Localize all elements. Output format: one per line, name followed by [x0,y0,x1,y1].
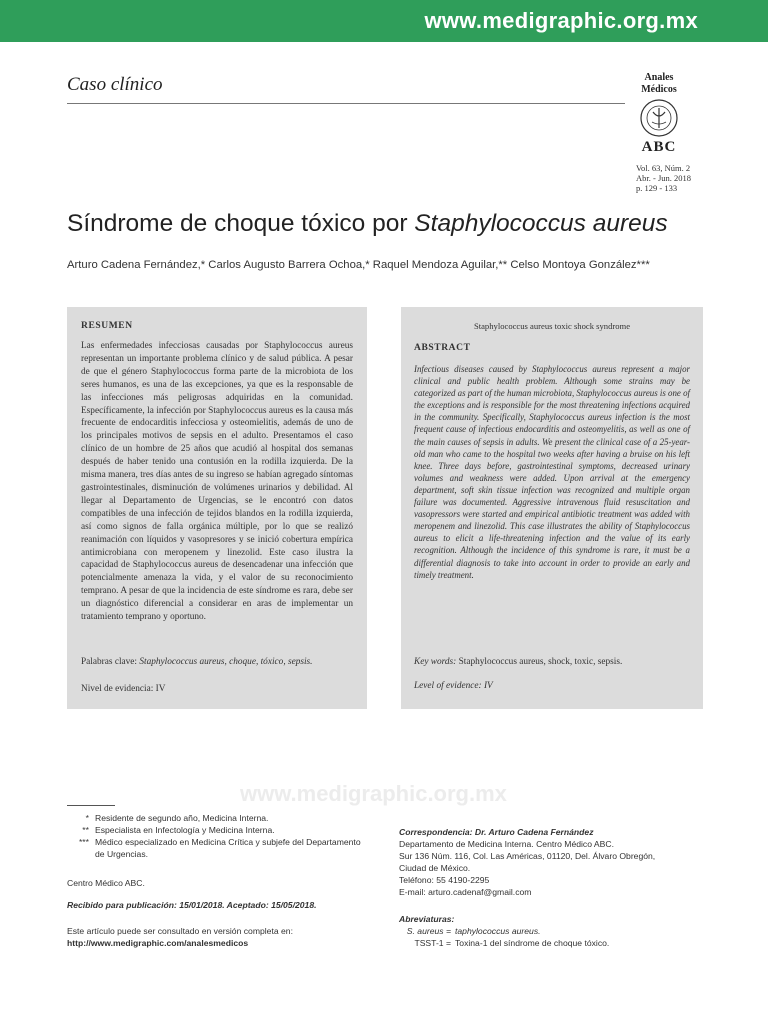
correspondence [399,826,699,898]
author-list: Arturo Cadena Fernández,* Carlos Augusto Barrera Ochoa,* Raquel Mendoza Aguilar,** Celso Montoya González*** [67,259,650,271]
journal-seal-logo [639,98,679,138]
nivel-evidencia-label: Nivel de evidencia: [81,684,154,694]
level-of-evidence-label: Level of evidence: [414,681,482,691]
key-words-label: Key words: [414,657,457,667]
site-header-bar [0,0,768,42]
site-url[interactable]: www.medigraphic.org.mx [424,8,698,33]
article-title [67,210,668,238]
nivel-evidencia-value: IV [155,684,166,694]
issue-date: Abr. - Jun. 2018 [636,173,692,183]
level-of-evidence-value: IV [483,681,493,691]
online-version [67,925,367,949]
author-footnotes [67,812,367,860]
palabras-clave-label: Palabras clave: [81,657,138,667]
palabras-clave-value: Staphylococcus aureus, choque, tóxico, sepsis. [139,657,313,667]
footnote-text: Residente de segundo año, Medicina Interna. [95,813,269,823]
footnote-mark: ** [82,825,89,835]
title-italic: Staphylococcus aureus [414,210,668,237]
correspondence-line: Teléfono: 55 4190-2295 [399,875,490,885]
abstract-heading: ABSTRACT [414,343,471,353]
journal-badge [630,72,688,156]
abbreviation-value: Toxina-1 del síndrome de choque tóxico. [455,938,610,948]
volume-info [636,163,691,193]
footnote-mark: *** [78,837,89,847]
volume-number: Vol. 63, Núm. 2 [636,163,691,173]
footnote-2 [67,824,367,836]
journal-name-line1: Anales [644,72,674,83]
palabras-clave [81,657,313,667]
key-words [414,657,622,667]
abstract-body: Infectious diseases caused by Staphylococcus aureus represent a major clinical and public health problem. Although some strains may be categorized as part of the human microbiota, Staphylococcus aureus is one of the exceptions and is responsible for the most threatening infections acquired in the community. Specifically, Staphylococcus aureus infection is the most frequent cause of infectious endocarditis and osteomyelitis, as well as one of the main causes of sepsis in adults. We present the clinical case of a 25-year-old man who came to the hospital two weeks after having a bruise on his left knee. Three days before, gastrointestinal symptoms, decreased urinary volumes and weakness were added. Upon arrival at the emergency department, soft skin tissue infection was recognized and multiple organ failure was documented. Aggressive intravenous fluid resuscitation and vasopressors were started and empirical antibiotic treatment was added with meropenem and linezolid. This case illustrates the ability of Staphylococcus aureus to elicit a life-threatening infection and the value of its early recognition. Although the incidence of this syndrome is rare, it must be a differential diagnosis to take into account in order to provide an early and timely treatment. [414,364,690,580]
abstract-subtitle: Staphylococcus aureus toxic shock syndrome [473,321,631,331]
correspondence-line: Departamento de Medicina Interna. Centro Médico ABC. [399,839,614,849]
watermark: www.medigraphic.org.mx [240,781,507,806]
page-range: p. 129 - 133 [636,183,678,193]
footnote-3 [67,836,367,860]
correspondence-line: Sur 136 Núm. 116, Col. Las Américas, 01120, Del. Álvaro Obregón, [399,851,656,861]
correspondence-line: Ciudad de México. [399,863,471,873]
abbreviations [399,913,699,949]
correspondence-email[interactable]: E-mail: arturo.cadenaf@gmail.com [399,887,532,897]
correspondence-head: Correspondencia: Dr. Arturo Cadena Fernández [399,827,594,837]
institution: Centro Médico ABC. [67,878,145,888]
resumen-heading: RESUMEN [81,321,133,331]
header-rule [67,103,625,104]
abbreviation-item [399,937,699,949]
abbreviation-value: taphylococcus aureus. [455,926,541,936]
journal-abc: ABC [641,139,677,155]
title-main: Síndrome de choque tóxico por [67,210,415,237]
section-label: Caso clínico [67,74,163,95]
abstract-box [401,307,703,709]
footnote-1 [67,812,367,824]
key-words-value: Staphylococcus aureus, shock, toxic, sepsis. [458,657,623,667]
footnote-text: Especialista en Infectología y Medicina Interna. [95,825,275,835]
online-link[interactable]: http://www.medigraphic.com/analesmedicos [67,938,249,948]
resumen-box [67,307,367,709]
level-of-evidence [414,681,493,691]
footnote-mark: * [85,813,89,823]
journal-name-line2: Médicos [641,84,677,95]
received-dates: Recibido para publicación: 15/01/2018. Aceptado: 15/05/2018. [67,900,317,910]
resumen-body: Las enfermedades infecciosas causadas por Staphylococcus aureus representan un importante problema clínico y de salud pública. A pesar de que el género Staphylococcus forma parte de la microbiota de los seres humanos, es una de las excepciones, ya que es la responsable de las infecciones más peligrosas adquiridas en la comunidad. Específicamente, la infección por Staphylococcus aureus es la causa más frecuente de endocarditis infecciosa y osteomielitis, además de uno de los principales motivos de sepsis en el adulto. Presentamos el caso clínico de un hombre de 25 años que acudió al hospital dos semanas después de haber tenido una contusión en la rodilla izquierda. De la misma manera, tres días antes de su ingreso se habían agregado síntomas gastrointestinales, disminución de volúmenes urinarios y debilidad. Al llegar al Departamento de Urgencias, se le encontró con datos compatibles de una infección de tejidos blandos en la rodilla izquierda, así como signos de falla orgánica múltiple, por lo que se realizó reanimación con líquidos y vasopresores y se inició cobertura empírica antimicrobiana con meropenem y linezolid. Este caso ilustra la capacidad de Staphylococcus aureus de desencadenar una infección que potencialmente amenaza la vida, y el valor de su reconocimiento temprano. A pesar de que la incidencia de este síndrome es rara, debe ser un diagnóstico diferencial a considerar en aras de implementar un tratamiento temprano y oportuno. [81,341,353,623]
abbreviation-key: S. aureus = [406,926,451,936]
footnote-text: Médico especializado en Medicina Crítica y subjefe del Departamento de Urgencias. [95,837,361,859]
abbreviation-key: TSST-1 = [414,938,451,948]
abbreviations-head: Abreviaturas: [399,914,455,924]
online-text: Este artículo puede ser consultado en versión completa en: [67,926,293,936]
nivel-evidencia [81,684,165,694]
footnote-rule [67,805,115,806]
abbreviation-item [399,925,699,937]
